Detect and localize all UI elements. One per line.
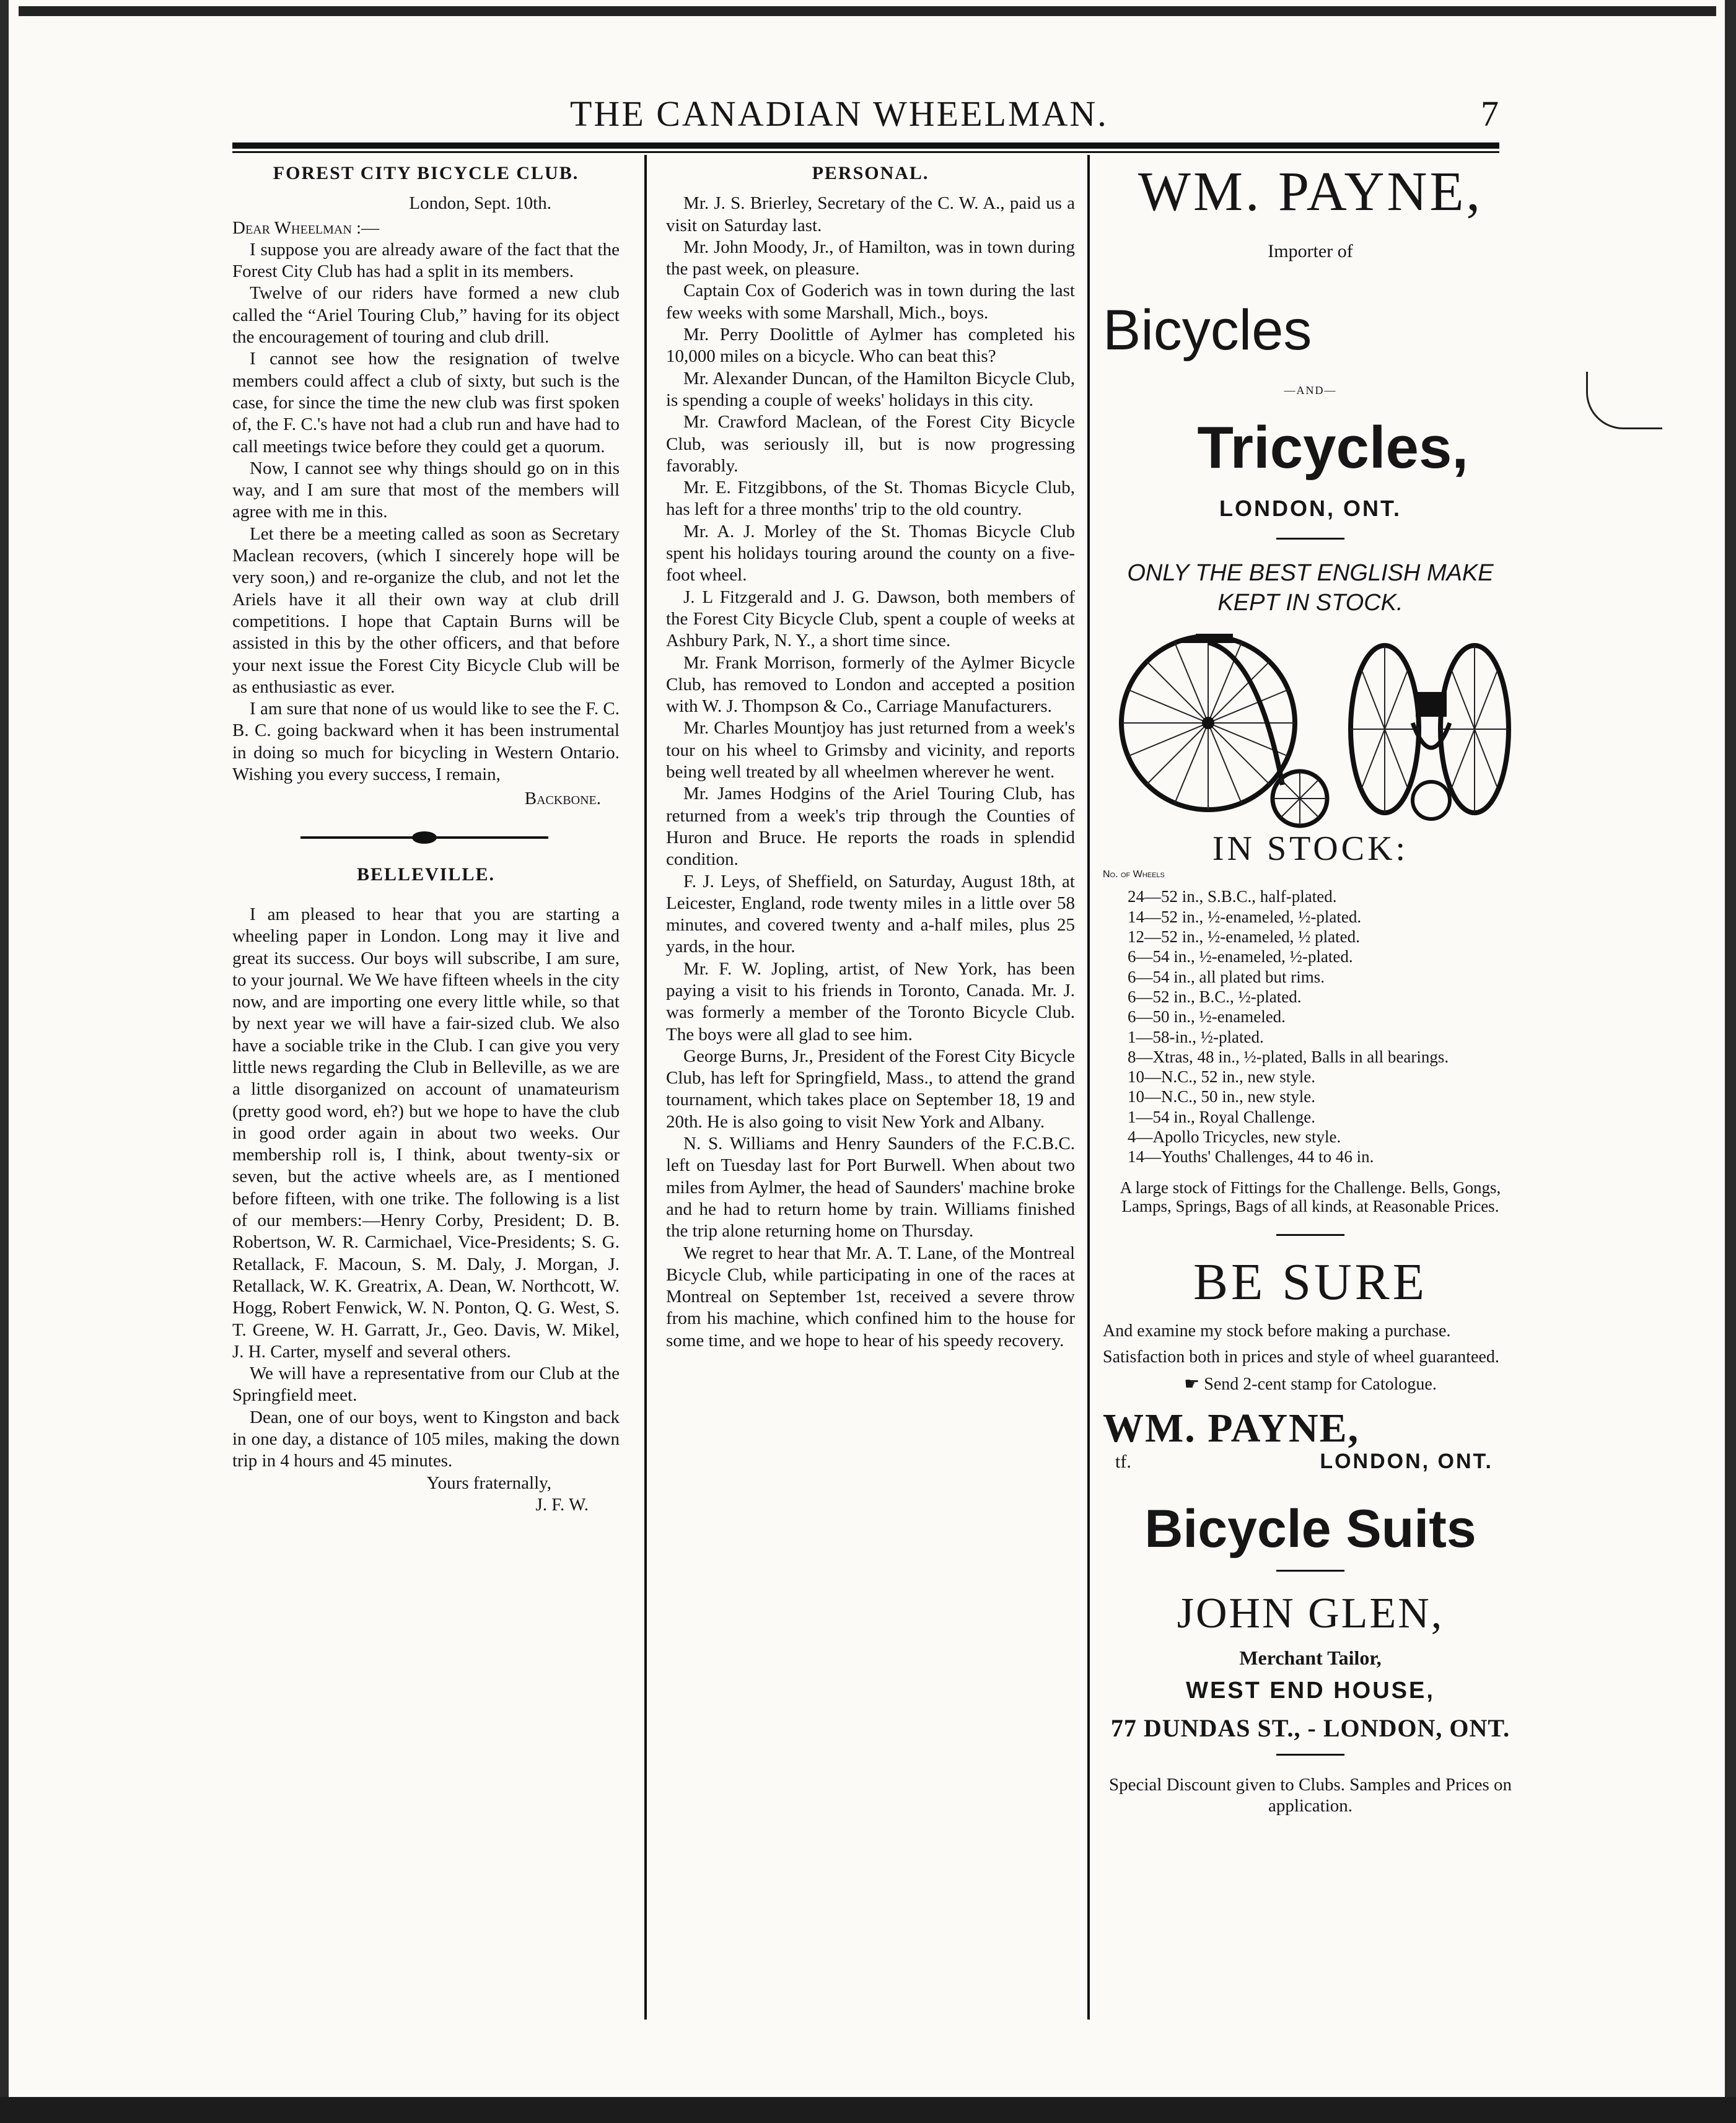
ad-merchant-tailor: Merchant Tailor, — [1239, 1646, 1382, 1669]
personal-item: Mr. Crawford Maclean, of the Forest City Bicycle Club, was seriously ill, but is now progressing favorably. — [666, 412, 1075, 476]
stock-item: 6—54 in., ½-enameled, ½-plated. — [1128, 947, 1353, 966]
header-rule-thin — [232, 151, 1499, 153]
ad-tricycles: Tricycles, — [1197, 414, 1468, 481]
personal-item: Mr. Charles Mountjoy has just returned from a week's tour on his wheel to Grimsby and vicinity, and reports being well treated by all wheelmen wherever he went. — [666, 718, 1075, 782]
ad-importer-of: Importer of — [1268, 241, 1353, 261]
article-heading-belleville: BELLEVILLE. — [357, 864, 495, 885]
ad-john-glen: JOHN GLEN, — [1177, 1589, 1444, 1637]
personal-item: N. S. Williams and Henry Saunders of the F.C.B.C. left on Tuesday last for Port Burwell. When about two miles from Aylmer, the head of Saunders' machine broke and he had to return home by train. Williams finished the trip alone returning home on Thursday. — [666, 1134, 1075, 1241]
personal-item: F. J. Leys, of Sheffield, on Saturday, August 18th, at Leicester, England, rode twenty miles in a little over 58 minutes, and covered twenty and a-half miles, plus 25 yards, in the hour. — [666, 871, 1075, 957]
paragraph: Twelve of our riders have formed a new club called the “Ariel Touring Club,” having for its object the encouragement of touring and club drill. — [232, 283, 620, 348]
ad-payne-footer — [1103, 1451, 1518, 1476]
ad-and: —AND— — [1284, 384, 1337, 397]
personal-item: Captain Cox of Goderich was in town during the last few weeks with some Marshall, Mich., boys. — [666, 281, 1075, 323]
ad-payne-name: WM. PAYNE, — [1138, 161, 1483, 222]
paragraph: I am pleased to hear that you are starting a wheeling paper in London. Long may it live and great its success. Our boys will subscribe, I am sure, to your journal. We We have fifteen wheels in the city now, and are importing one every little while, so that by next year we will have a fair-sized club. We also have a sociable trike in the Club. I can give you very little news regarding the Club in Belleville, as we are a little disorganized on account of unamateurism (pretty good word, eh?) but we hope to have the club in good order again in about two weeks. Our membership roll is, I think, about twenty-six or seven, but the active wheels are, as I mentioned before fifteen, with one trike. The following is a list of our members:—Henry Corby, President; D. B. Robertson, W. R. Carmichael, Vice-Presidents; S. G. Retallack, F. Macoun, S. M. Daly, J. Morgan, J. Retallack, W. K. Greatrix, A. Dean, W. Northcott, W. Hogg, Robert Fenwick, W. N. Ponton, Q. G. West, S. T. Greene, W. H. Garratt, Jr., Geo. Davis, W. Mikel, J. H. Carter, myself and several others. — [232, 904, 620, 1362]
margin-bracket-mark — [1586, 372, 1662, 429]
stock-list — [1103, 886, 1518, 1167]
ad-payne-name-bold: WM. PAYNE, — [1103, 1405, 1360, 1451]
column-advertisements — [1103, 162, 1518, 1816]
paragraph: Dean, one of our boys, went to Kingston and back in one day, a distance of 105 miles, making the down trip in 4 hours and 45 minutes. — [232, 1407, 620, 1471]
column-left — [232, 162, 620, 1516]
newspaper-title: THE CANADIAN WHEELMAN. — [570, 94, 1108, 134]
stock-item: 10—N.C., 50 in., new style. — [1128, 1087, 1315, 1106]
signature-initials: J. F. W. — [535, 1494, 589, 1515]
scan-edge-bottom — [0, 2097, 1736, 2123]
ad-examine: And examine my stock before making a purchase. — [1103, 1321, 1451, 1341]
paragraph: I cannot see how the resignation of twelve members could affect a club of sixty, but such is the case, for since the time the new club was first spoken of, the F. C.'s have not had a club run and have had to call meetings twice before they could get a quorum. — [232, 349, 620, 457]
ad-tf-mark: tf. — [1115, 1451, 1131, 1472]
personal-item: Mr. E. Fitzgibbons, of the St. Thomas Bicycle Club, has left for a three months' trip to the old country. — [666, 478, 1075, 520]
article-heading-personal: PERSONAL. — [812, 163, 929, 183]
ad-city-footer: LONDON, ONT. — [1320, 1449, 1493, 1473]
personal-item: We regret to hear that Mr. A. T. Lane, of the Montreal Bicycle Club, while participating in one of the races at Montreal on September 1st, received a severe throw from his machine, which confined him to the house for some time, and we hope to hear of his speedy recovery. — [666, 1243, 1075, 1350]
paragraph: I suppose you are already aware of the fact that the Forest City Club has had a split in its members. — [232, 239, 620, 282]
stock-item: 1—54 in., Royal Challenge. — [1128, 1107, 1315, 1126]
personal-item: Mr. James Hodgins of the Ariel Touring Club, has returned from a week's trip through the Counties of Huron and Bruce. He reports the roads in splendid condition. — [666, 784, 1075, 870]
personal-item: Mr. J. S. Brierley, Secretary of the C. W. A., paid us a visit on Saturday last. — [666, 193, 1075, 235]
personal-item: Mr. A. J. Morley of the St. Thomas Bicycle Club spent his holidays touring around the county on a five-foot wheel. — [666, 521, 1075, 585]
article-heading-forest-city: FOREST CITY BICYCLE CLUB. — [273, 163, 579, 183]
divider — [1276, 1754, 1344, 1756]
page-number: 7 — [1481, 94, 1499, 134]
ad-be-sure: BE SURE — [1193, 1253, 1428, 1311]
page-header — [223, 93, 1512, 142]
stock-item: 14—52 in., ½-enameled, ½-plated. — [1128, 907, 1362, 926]
ad-west-end-house: WEST END HOUSE, — [1186, 1678, 1435, 1704]
ad-best-english: ONLY THE BEST ENGLISH MAKE KEPT IN STOCK. — [1127, 559, 1494, 616]
paragraph: We will have a representative from our Club at the Springfield meet. — [232, 1364, 620, 1406]
divider — [1276, 538, 1344, 540]
personal-item: Mr. John Moody, Jr., of Hamilton, was in town during the past week, on pleasure. — [666, 237, 1075, 279]
scan-edge-top — [19, 6, 1716, 16]
personal-item: Mr. Perry Doolittle of Aylmer has completed his 10,000 miles on a bicycle. Who can beat this? — [666, 325, 1075, 367]
personal-item: George Burns, Jr., President of the Forest City Bicycle Club, has left for Springfield, Mass., to attend the grand tournament, which takes place on September 18, 19 and 20th. He is also going to visit New York and Albany. — [666, 1046, 1075, 1132]
stock-item: 8—Xtras, 48 in., ½-plated, Balls in all bearings. — [1128, 1047, 1449, 1066]
ad-bicycles: Bicycles — [1103, 299, 1312, 362]
divider — [1276, 1234, 1344, 1236]
stock-item: 6—50 in., ½-enameled. — [1128, 1007, 1286, 1026]
stock-item: 12—52 in., ½-enameled, ½ plated. — [1128, 927, 1360, 947]
personal-item: J. L Fitzgerald and J. G. Dawson, both members of the Forest City Bicycle Club, spent a couple of weeks at Ashbury Park, N. Y., a short time since. — [666, 587, 1075, 651]
stock-item: 1—58-in., ½-plated. — [1128, 1027, 1264, 1046]
ad-bicycle-suits: Bicycle Suits — [1144, 1499, 1476, 1559]
stock-item: 10—N.C., 52 in., new style. — [1128, 1067, 1315, 1087]
paragraph: Let there be a meeting called as soon as Secretary Maclean recovers, (which I sincerely hope will be very soon,) and re-organize the club, and not let the Ariels have it all their own way at club drill competitions. I hope that Captain Burns will be assisted in this by the other officers, and that before your next issue the Forest City Bicycle Club will be as enthusiastic as ever. — [232, 523, 620, 697]
column-rule-2 — [1087, 155, 1090, 2020]
scan-edge-left — [0, 0, 9, 2123]
section-ornament — [232, 825, 620, 850]
ad-address: 77 DUNDAS ST., - LONDON, ONT. — [1110, 1714, 1510, 1742]
personal-item: Mr. Alexander Duncan, of the Hamilton Bicycle Club, is spending a couple of weeks' holidays in this city. — [666, 368, 1075, 410]
ad-fittings: A large stock of Fittings for the Challenge. Bells, Gongs, Lamps, Springs, Bags of all kinds, at Reasonable Prices. — [1120, 1178, 1501, 1215]
header-rule — [232, 142, 1499, 149]
paragraph: I am sure that none of us would like to see the F. C. B. C. going backward when it has been instrumental in doing so much for bicycling in Western Ontario. Wishing you every success, I remain, — [232, 699, 620, 785]
divider — [1276, 1570, 1344, 1572]
paragraph: Now, I cannot see why things should go on in this way, and I am sure that most of the members will agree with me in this. — [232, 458, 620, 522]
stock-item: 6—52 in., B.C., ½-plated. — [1128, 987, 1302, 1006]
stock-item: 24—52 in., S.B.C., half-plated. — [1128, 887, 1337, 906]
ad-city: LONDON, ONT. — [1219, 495, 1401, 521]
ad-special-discount: Special Discount given to Clubs. Samples and Prices on application. — [1108, 1774, 1512, 1816]
bicycle-tricycle-illustration — [1103, 630, 1518, 828]
column-middle — [666, 162, 1075, 1352]
stock-column-label: No. of Wheels — [1103, 869, 1165, 880]
ad-satisfaction: Satisfaction both in prices and style of wheel guaranteed. — [1103, 1347, 1499, 1367]
closing: Yours fraternally, — [426, 1473, 551, 1493]
column-rule-1 — [644, 155, 647, 2020]
dateline: London, Sept. 10th. — [409, 193, 551, 214]
ad-stamp-line — [1103, 1373, 1518, 1395]
stock-item: 14—Youths' Challenges, 44 to 46 in. — [1128, 1147, 1374, 1167]
scan-edge-right — [1725, 0, 1736, 2123]
personal-item: Mr. F. W. Jopling, artist, of New York, has been paying a visit to his friends in Toronto, Canada. Mr. J. was formerly a member of the Toronto Bicycle Club. The boys were all glad to see him. — [666, 958, 1075, 1044]
signature: Backbone. — [524, 789, 601, 809]
ad-in-stock-heading: IN STOCK: — [1212, 829, 1409, 868]
salutation: Dear Wheelman :— — [232, 217, 380, 238]
pointing-hand-icon: ☛ — [1184, 1374, 1204, 1394]
stock-item: 4—Apollo Tricycles, new style. — [1128, 1127, 1341, 1147]
personal-item: Mr. Frank Morrison, formerly of the Aylmer Bicycle Club, has removed to London and accepted a position with W. J. Thompson & Co., Carriage Manufacturers. — [666, 652, 1075, 717]
ad-stamp-text: Send 2-cent stamp for Catologue. — [1204, 1374, 1437, 1394]
stock-item: 6—54 in., all plated but rims. — [1128, 967, 1325, 986]
